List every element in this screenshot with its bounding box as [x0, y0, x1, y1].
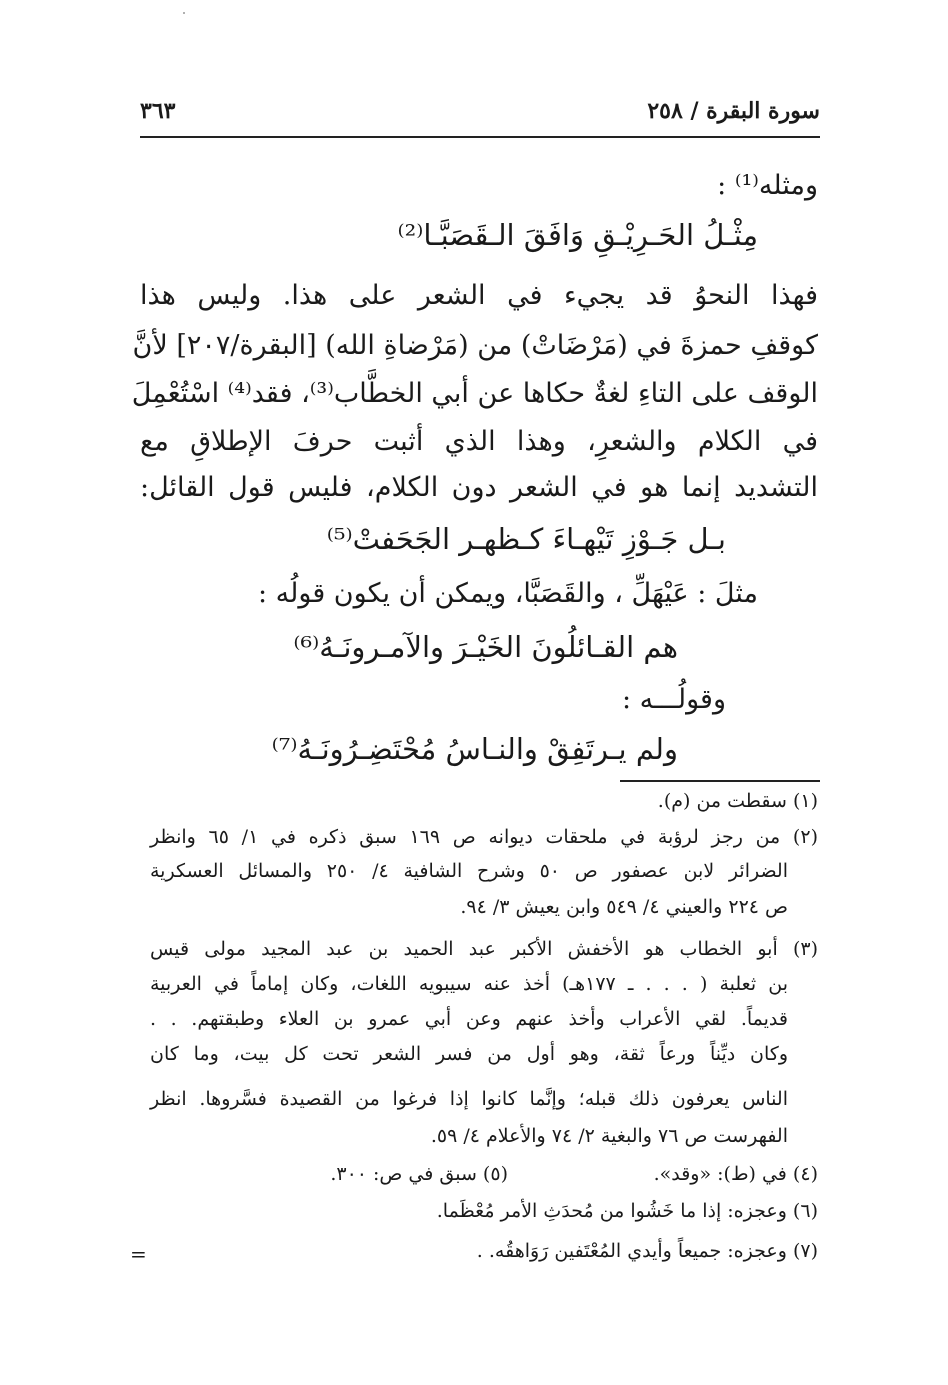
- text-line: مثلَ : عَيْهَلِّ ، والقَصَبَّا، ويمكن أن يكون قولُه :: [257, 578, 758, 609]
- footnote-line: ص ٢٢٤ والعيني ٤/ ٥٤٩ وابن يعيش ٣/ ٩٤.: [460, 896, 788, 918]
- verse-line: بـل جَـوْزِ تَيْهـاءَ كـظهـر الجَحَفتْ⁽⁵⁾: [326, 522, 726, 556]
- footnote-line: (٧) وعجزه: جميعاً وأيدي المُعْتَفين رَوَاهقُه. .: [476, 1240, 818, 1262]
- footnote-line: وكان ديِّناً ورعاً ثقة، وهو أول من فسر الشعر تحت كل بيت، وما كان: [150, 1043, 788, 1065]
- footnote-line: (٤) في (ط): «وقد».: [653, 1163, 818, 1185]
- verse-line: هم القـائلُونَ الخَيْـرَ والآمـرونَـهُ⁽⁶⁾: [293, 630, 678, 664]
- text-line: الوقف على التاءِ لغةٌ حكاها عن أبي الخطَّاب⁽³⁾، فقد⁽⁴⁾ اسْتُعْمِلَ: [131, 378, 818, 409]
- verse-line: مِثْـلُ الحَـرِيْـقِ وَافَقَ الـقَصَبَّـا⁽²⁾: [397, 218, 758, 252]
- text-line: وقولُـــه :: [621, 684, 726, 715]
- scan-speck: [183, 12, 185, 14]
- text-line: التشديد إنما هو في الشعر دون الكلام، فليس قول القائل:: [140, 472, 818, 503]
- page-number: ٣٦٣: [140, 98, 176, 124]
- running-header: [140, 98, 820, 132]
- text-line: ومثله⁽¹⁾ :: [717, 170, 818, 201]
- footnote-line: (٢) من رجز لرؤبة في ملحقات ديوانه ص ١٦٩ سبق ذكره في ١/ ٦٥ وانظر: [150, 826, 818, 848]
- footnote-line: (٦) وعجزه: إذا ما خَشُوا من مُحدَثِ الأمر مُعْظَما.: [436, 1200, 818, 1222]
- footnote-line: (٣) أبو الخطاب هو الأخفش الأكبر عبد الحميد بن عبد المجيد مولى قيس: [150, 938, 818, 960]
- header-title: سورة البقرة / ٢٥٨: [647, 98, 820, 124]
- footnote-line: (٥) سبق في ص: ٣٠٠.: [330, 1163, 508, 1185]
- continuation-mark: =: [130, 1242, 147, 1266]
- footnote-line: قديماً. لقي الأعراب وأخذ عنهم وعن أبي عمرو بن العلاء وطبقتهم. . .: [150, 1008, 788, 1030]
- text-line: في الكلام والشعرِ، وهذا الذي أثبت حرفَ الإطلاقِ مع: [140, 426, 818, 457]
- footnote-line: الضرائر لابن عصفور ص ٥٠ وشرح الشافية ٤/ ٢٥٠ والمسائل العسكرية: [150, 860, 788, 882]
- text-line: كوقفِ حمزةَ في (مَرْضَاتْ) من (مَرْضاةِ الله) [البقرة/٢٠٧] لأنَّ: [132, 330, 818, 361]
- text-line: فهذا النحوُ قد يجيء في الشعر على هذا. وليس هذا: [140, 280, 818, 311]
- footnote-line: الفهرست ص ٧٦ والبغية ٢/ ٧٤ والأعلام ٤/ ٥٩.: [430, 1125, 788, 1147]
- footnote-line: (١) سقطت من (م).: [657, 790, 818, 812]
- footnote-line: بن ثعلبة ( . . . ـ ١٧٧هـ) أخذ عنه سيبويه اللغات، وكان إماماً في العربية: [150, 973, 788, 995]
- footnote-line: الناس يعرفون ذلك قبله؛ وإنَّما كانوا إذا فرغوا من القصيدة فسَّروها. انظر: [150, 1088, 788, 1110]
- verse-line: ولم يـرتَفِقْ والنـاسُ مُحْتَضِـرُونَـهُ⁽⁷⁾: [271, 732, 678, 766]
- header-rule: [140, 136, 820, 138]
- footnote-rule: [620, 780, 820, 782]
